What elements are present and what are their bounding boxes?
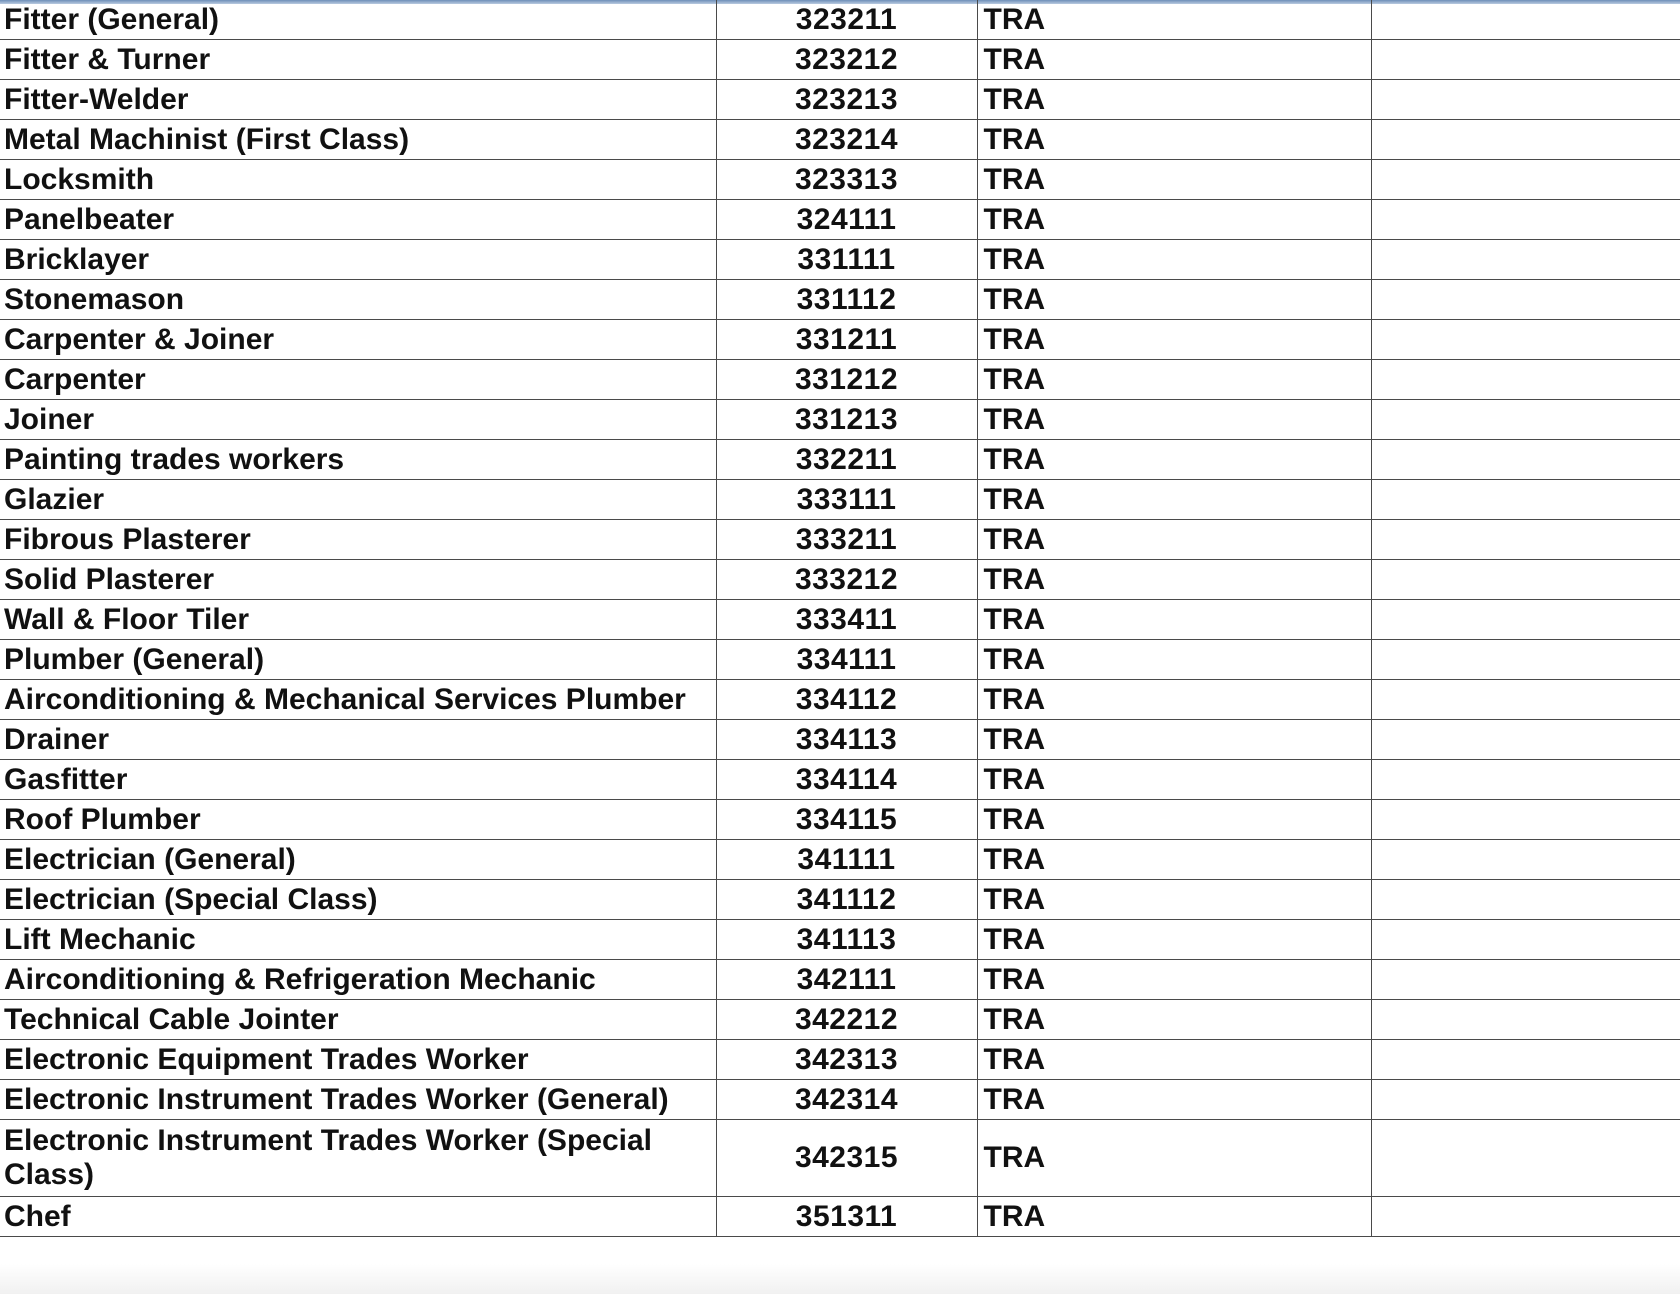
empty-cell — [1371, 400, 1680, 440]
occupation-code-cell: 341111 — [716, 840, 977, 880]
assessing-authority-cell: TRA — [977, 960, 1371, 1000]
empty-cell — [1371, 360, 1680, 400]
occupation-code-cell: 334111 — [716, 640, 977, 680]
occupation-name-cell: Lift Mechanic — [0, 920, 716, 960]
empty-cell — [1371, 160, 1680, 200]
table-row — [0, 40, 1680, 80]
occupation-code-cell: 331111 — [716, 240, 977, 280]
empty-cell — [1371, 520, 1680, 560]
empty-cell — [1371, 960, 1680, 1000]
assessing-authority-cell: TRA — [977, 40, 1371, 80]
table-row — [0, 960, 1680, 1000]
occupation-code-cell: 334115 — [716, 800, 977, 840]
empty-cell — [1371, 1040, 1680, 1080]
occupation-name-cell: Airconditioning & Refrigeration Mechanic — [0, 960, 716, 1000]
empty-cell — [1371, 840, 1680, 880]
table-row — [0, 720, 1680, 760]
empty-cell — [1371, 760, 1680, 800]
occupation-code-cell: 342314 — [716, 1080, 977, 1120]
occupation-name-cell: Fitter & Turner — [0, 40, 716, 80]
table-row — [0, 840, 1680, 880]
occupation-name-cell: Panelbeater — [0, 200, 716, 240]
empty-cell — [1371, 240, 1680, 280]
empty-cell — [1371, 200, 1680, 240]
occupation-code-cell: 324111 — [716, 200, 977, 240]
table-row — [0, 0, 1680, 40]
assessing-authority-cell: TRA — [977, 0, 1371, 40]
occupation-code-cell: 334112 — [716, 680, 977, 720]
table-row — [0, 880, 1680, 920]
table-row — [0, 920, 1680, 960]
assessing-authority-cell: TRA — [977, 880, 1371, 920]
occupation-code-cell: 333111 — [716, 480, 977, 520]
occupation-name-cell: Joiner — [0, 400, 716, 440]
occupation-name-cell: Locksmith — [0, 160, 716, 200]
empty-cell — [1371, 280, 1680, 320]
occupation-name-cell: Drainer — [0, 720, 716, 760]
assessing-authority-cell: TRA — [977, 800, 1371, 840]
occupation-name-cell: Roof Plumber — [0, 800, 716, 840]
table-row — [0, 440, 1680, 480]
empty-cell — [1371, 440, 1680, 480]
table-row — [0, 640, 1680, 680]
table-row — [0, 360, 1680, 400]
occupation-name-cell: Stonemason — [0, 280, 716, 320]
occupation-code-cell: 351311 — [716, 1197, 977, 1237]
table-row — [0, 160, 1680, 200]
table-row — [0, 480, 1680, 520]
occupation-name-cell: Gasfitter — [0, 760, 716, 800]
table-row — [0, 560, 1680, 600]
assessing-authority-cell: TRA — [977, 920, 1371, 960]
table-row — [0, 520, 1680, 560]
assessing-authority-cell: TRA — [977, 320, 1371, 360]
empty-cell — [1371, 800, 1680, 840]
assessing-authority-cell: TRA — [977, 360, 1371, 400]
occupation-code-cell: 332211 — [716, 440, 977, 480]
assessing-authority-cell: TRA — [977, 1000, 1371, 1040]
empty-cell — [1371, 480, 1680, 520]
occupation-code-cell: 334113 — [716, 720, 977, 760]
empty-cell — [1371, 320, 1680, 360]
occupation-name-cell: Wall & Floor Tiler — [0, 600, 716, 640]
table-row — [0, 1197, 1680, 1237]
occupation-name-cell: Carpenter — [0, 360, 716, 400]
occupation-code-cell: 331212 — [716, 360, 977, 400]
occupation-code-cell: 342313 — [716, 1040, 977, 1080]
table-row — [0, 120, 1680, 160]
assessing-authority-cell: TRA — [977, 440, 1371, 480]
assessing-authority-cell: TRA — [977, 400, 1371, 440]
assessing-authority-cell: TRA — [977, 640, 1371, 680]
table-row — [0, 280, 1680, 320]
assessing-authority-cell: TRA — [977, 680, 1371, 720]
occupation-code-cell: 323212 — [716, 40, 977, 80]
occupation-code-cell: 333212 — [716, 560, 977, 600]
empty-cell — [1371, 1080, 1680, 1120]
occupation-code-cell: 331211 — [716, 320, 977, 360]
empty-cell — [1371, 1197, 1680, 1237]
table-row — [0, 200, 1680, 240]
occupation-code-cell: 342111 — [716, 960, 977, 1000]
occupation-name-cell: Glazier — [0, 480, 716, 520]
occupation-code-cell: 342315 — [716, 1120, 977, 1197]
occupation-name-cell: Airconditioning & Mechanical Services Plumber — [0, 680, 716, 720]
empty-cell — [1371, 880, 1680, 920]
occupation-name-cell: Painting trades workers — [0, 440, 716, 480]
occupation-code-cell: 341112 — [716, 880, 977, 920]
occupation-code-cell: 333211 — [716, 520, 977, 560]
occupation-name-cell: Carpenter & Joiner — [0, 320, 716, 360]
assessing-authority-cell: TRA — [977, 160, 1371, 200]
empty-cell — [1371, 680, 1680, 720]
occupation-code-cell: 323211 — [716, 0, 977, 40]
table-row — [0, 1120, 1680, 1197]
empty-cell — [1371, 720, 1680, 760]
table-row — [0, 1040, 1680, 1080]
assessing-authority-cell: TRA — [977, 760, 1371, 800]
assessing-authority-cell: TRA — [977, 840, 1371, 880]
occupation-name-cell: Fitter-Welder — [0, 80, 716, 120]
assessing-authority-cell: TRA — [977, 240, 1371, 280]
assessing-authority-cell: TRA — [977, 1197, 1371, 1237]
empty-cell — [1371, 1120, 1680, 1197]
table-row — [0, 80, 1680, 120]
occupation-code-cell: 333411 — [716, 600, 977, 640]
occupation-code-cell: 331112 — [716, 280, 977, 320]
occupation-name-cell: Electrician (Special Class) — [0, 880, 716, 920]
table-row — [0, 240, 1680, 280]
empty-cell — [1371, 640, 1680, 680]
table-row — [0, 680, 1680, 720]
occupation-name-cell: Bricklayer — [0, 240, 716, 280]
empty-cell — [1371, 40, 1680, 80]
assessing-authority-cell: TRA — [977, 1040, 1371, 1080]
occupation-name-cell: Metal Machinist (First Class) — [0, 120, 716, 160]
occupation-name-cell: Solid Plasterer — [0, 560, 716, 600]
occupation-code-cell: 334114 — [716, 760, 977, 800]
occupation-name-cell: Fitter (General) — [0, 0, 716, 40]
occupation-name-cell: Electronic Instrument Trades Worker (Special Class) — [0, 1120, 716, 1197]
bottom-shadow — [0, 1264, 1680, 1294]
table-row — [0, 800, 1680, 840]
empty-cell — [1371, 920, 1680, 960]
assessing-authority-cell: TRA — [977, 120, 1371, 160]
occupation-code-cell: 331213 — [716, 400, 977, 440]
assessing-authority-cell: TRA — [977, 600, 1371, 640]
assessing-authority-cell: TRA — [977, 720, 1371, 760]
occupation-code-cell: 323214 — [716, 120, 977, 160]
empty-cell — [1371, 120, 1680, 160]
empty-cell — [1371, 80, 1680, 120]
table-row — [0, 600, 1680, 640]
assessing-authority-cell: TRA — [977, 480, 1371, 520]
assessing-authority-cell: TRA — [977, 560, 1371, 600]
empty-cell — [1371, 1000, 1680, 1040]
assessing-authority-cell: TRA — [977, 80, 1371, 120]
assessing-authority-cell: TRA — [977, 280, 1371, 320]
assessing-authority-cell: TRA — [977, 200, 1371, 240]
table-row — [0, 1080, 1680, 1120]
occupation-name-cell: Chef — [0, 1197, 716, 1237]
occupation-name-cell: Fibrous Plasterer — [0, 520, 716, 560]
assessing-authority-cell: TRA — [977, 1120, 1371, 1197]
empty-cell — [1371, 0, 1680, 40]
assessing-authority-cell: TRA — [977, 1080, 1371, 1120]
table-row — [0, 400, 1680, 440]
assessing-authority-cell: TRA — [977, 520, 1371, 560]
empty-cell — [1371, 600, 1680, 640]
occupation-name-cell: Plumber (General) — [0, 640, 716, 680]
occupation-code-cell: 323313 — [716, 160, 977, 200]
table-row — [0, 1000, 1680, 1040]
table-row — [0, 320, 1680, 360]
occupation-code-cell: 342212 — [716, 1000, 977, 1040]
occupation-name-cell: Electronic Equipment Trades Worker — [0, 1040, 716, 1080]
empty-cell — [1371, 560, 1680, 600]
occupation-code-cell: 341113 — [716, 920, 977, 960]
occupation-name-cell: Technical Cable Jointer — [0, 1000, 716, 1040]
occupation-code-cell: 323213 — [716, 80, 977, 120]
occupation-name-cell: Electronic Instrument Trades Worker (General) — [0, 1080, 716, 1120]
table-row — [0, 760, 1680, 800]
occupation-name-cell: Electrician (General) — [0, 840, 716, 880]
